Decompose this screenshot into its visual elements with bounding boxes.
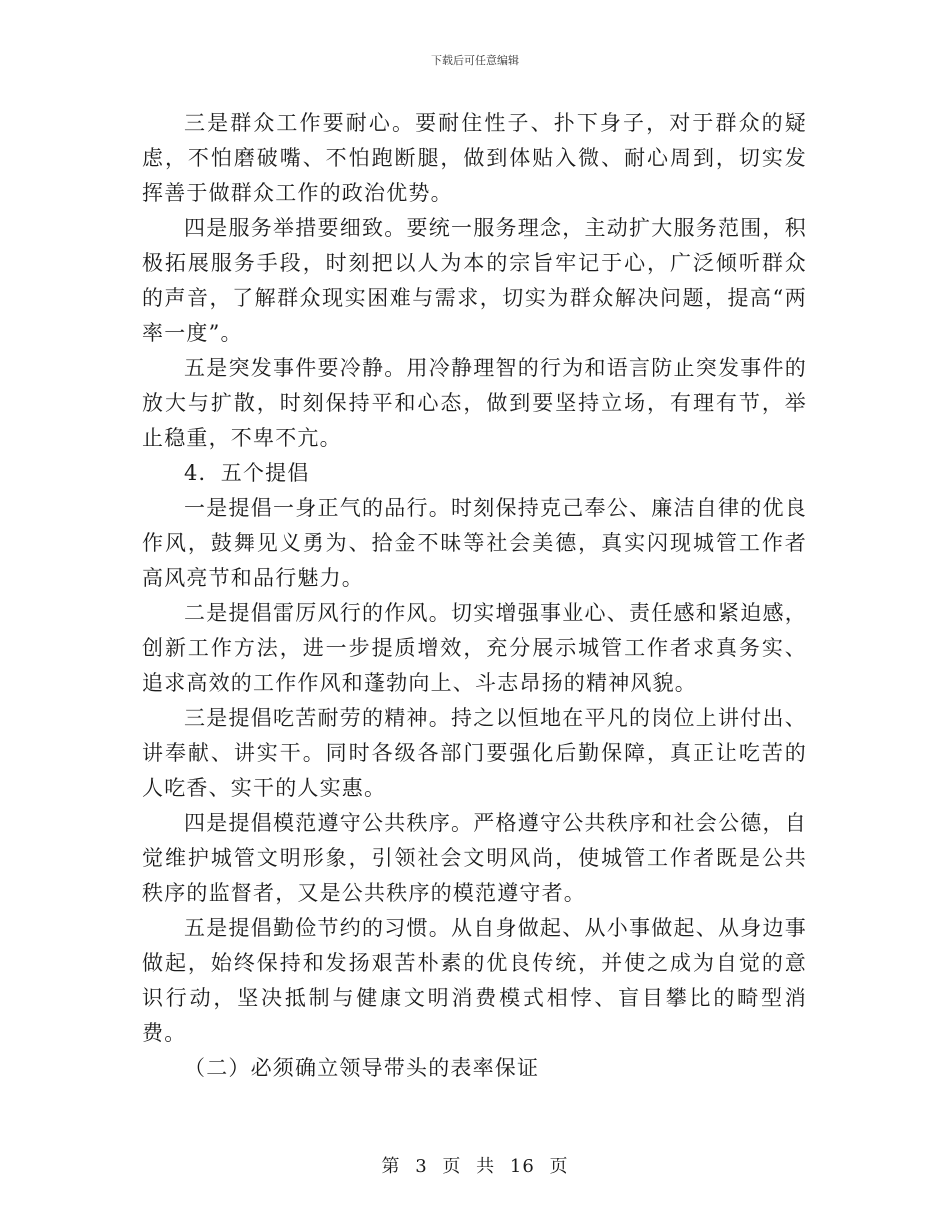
paragraph-service-measures: 四是服务举措要细致。要统一服务理念，主动扩大服务范围，积极拓展服务手段，时刻把以人为本的宗旨牢记于心，广泛倾听群众的声音，了解群众现实困难与需求，切实为群众解决问题，提高“两率一度”。 — [142, 216, 807, 345]
footer-page-number: 3 — [415, 1156, 428, 1177]
page-footer — [0, 1152, 950, 1178]
footer-mid1: 页 — [442, 1156, 462, 1177]
footer-suffix: 页 — [549, 1156, 569, 1177]
paragraph-integrity: 一是提倡一身正气的品行。时刻保持克己奉公、廉洁自律的优良作风，鼓舞见义勇为、拾金不昧等社会美德，真实闪现城管工作者高风亮节和品行魅力。 — [142, 496, 807, 590]
paragraph-frugality: 五是提倡勤俭节约的习惯。从自身做起、从小事做起、从身边事做起，始终保持和发扬艰苦朴素的优良传统，并使之成为自觉的意识行动，坚决抵制与健康文明消费模式相悖、盲目攀比的畸型消费。 — [142, 916, 807, 1045]
paragraph-mass-work: 三是群众工作要耐心。要耐住性子、扑下身子，对于群众的疑虑，不怕磨破嘴、不怕跑断腿，做到体贴入微、耐心周到，切实发挥善于做群众工作的政治优势。 — [142, 111, 807, 205]
footer-prefix: 第 — [381, 1156, 401, 1177]
section-heading-leadership: （二）必须确立领导带头的表率保证 — [184, 1056, 540, 1080]
paragraph-public-order: 四是提倡模范遵守公共秩序。严格遵守公共秩序和社会公德，自觉维护城管文明形象，引领社会文明风尚，使城管工作者既是公共秩序的监督者，又是公共秩序的模范遵守者。 — [142, 811, 807, 905]
paragraph-hard-work: 三是提倡吃苦耐劳的精神。持之以恒地在平凡的岗位上讲付出、讲奉献、讲实干。同时各级各部门要强化后勤保障，真正让吃苦的人吃香、实干的人实惠。 — [142, 706, 807, 800]
footer-total-pages: 16 — [509, 1156, 535, 1177]
page-header: 下载后可任意编辑 — [431, 54, 519, 67]
paragraph-work-style: 二是提倡雷厉风行的作风。切实增强事业心、责任感和紧迫感，创新工作方法，进一步提质增效，充分展示城管工作者求真务实、追求高效的工作作风和蓬勃向上、斗志昂扬的精神风貌。 — [142, 601, 807, 695]
footer-mid2: 共 — [476, 1156, 496, 1177]
section-heading-five-advocacies: 4．五个提倡 — [184, 461, 310, 485]
document-body — [142, 106, 807, 1086]
paragraph-emergency: 五是突发事件要冷静。用冷静理智的行为和语言防止突发事件的放大与扩散，时刻保持平和心态，做到要坚持立场，有理有节，举止稳重，不卑不亢。 — [142, 356, 807, 450]
